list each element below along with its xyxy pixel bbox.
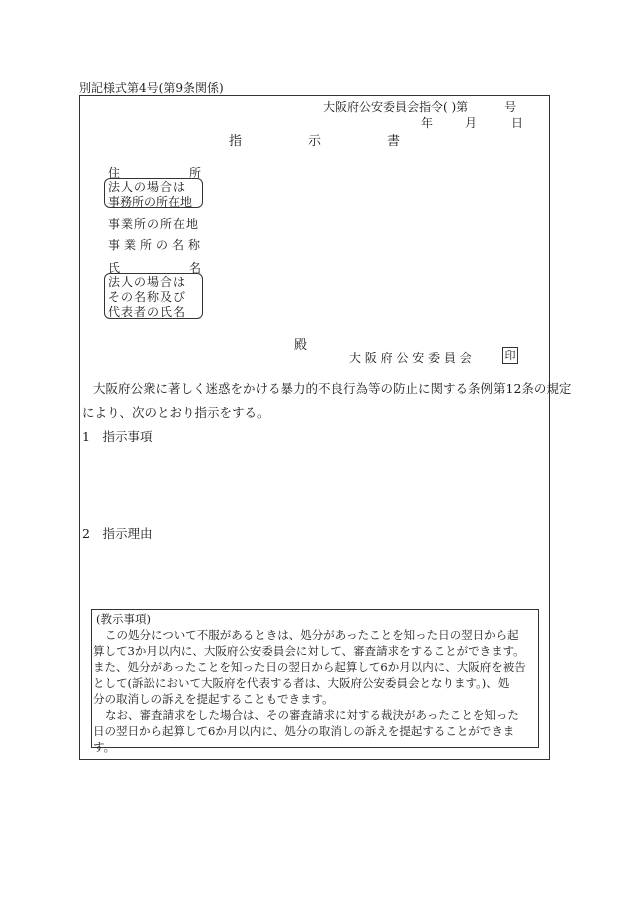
name-label-2: 名: [189, 261, 202, 275]
section-instructions: 1 指示事項: [82, 429, 153, 444]
notice-line-1: この処分について不服があるときは、処分があったことを知った日の翌日から起: [105, 628, 519, 642]
title-char-3: 書: [387, 134, 401, 149]
honorific: 殿: [294, 338, 308, 353]
notice-line-2: 算して3か月以内に、大阪府公安委員会に対して、審査請求をすることができます。: [93, 644, 525, 658]
title-char-2: 示: [308, 134, 322, 149]
address-note-1: 法人の場合は: [108, 180, 187, 194]
notice-line-4: として(訴訟において大阪府を代表する者は、大阪府公安委員会となります。)、処: [93, 676, 510, 690]
office-name-label: 事業所の名称: [108, 238, 205, 252]
issuer-name: 大 阪 府 公 安 委 員 会: [349, 351, 472, 365]
name-note-3: 代表者の氏名: [108, 305, 187, 319]
permit-number-line: 大阪府公安委員会指令( )第 号: [323, 100, 517, 114]
date-month: 月: [465, 116, 478, 130]
notice-line-6: なお、審査請求をした場合は、その審査請求に対する裁決があったことを知った: [105, 708, 519, 722]
notice-line-8: す。: [93, 740, 116, 754]
address-note-2: 事務所の所在地: [108, 195, 193, 209]
notice-line-7: 日の翌日から起算して6か月以内に、処分の取消しの訴えを提起することができま: [93, 724, 515, 738]
date-year: 年: [421, 116, 434, 130]
date-day: 日: [511, 116, 524, 130]
section-reasons: 2 指示理由: [82, 526, 153, 541]
notice-heading: (教示事項): [96, 612, 151, 626]
intro-line-2: により、次のとおり指示をする。: [82, 405, 270, 420]
name-note-1: 法人の場合は: [108, 275, 187, 289]
office-location-label: 事業所の所在地: [108, 217, 200, 231]
name-label-1: 氏: [108, 261, 121, 275]
intro-line-1: 大阪府公衆に著しく迷惑をかける暴力的不良行為等の防止に関する条例第12条の規定: [93, 381, 572, 396]
form-id: 別記様式第4号(第9条関係): [79, 81, 224, 95]
notice-line-3: また、処分があったことを知った日の翌日から起算して6か月以内に、大阪府を被告: [93, 660, 526, 674]
address-label-1: 住: [108, 166, 121, 180]
address-label-2: 所: [189, 166, 202, 180]
seal-mark: 印: [502, 347, 518, 364]
title-char-1: 指: [229, 134, 243, 149]
name-note-2: その名称及び: [108, 290, 187, 304]
notice-line-5: 分の取消しの訴えを提起することもできます。: [93, 692, 334, 706]
